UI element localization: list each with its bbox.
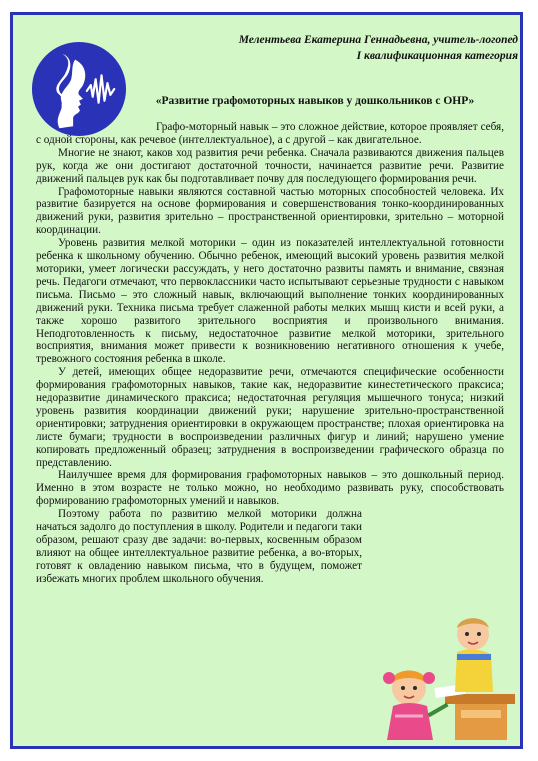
- article-title: «Развитие графомоторных навыков у дошкольников с ОНР»: [155, 95, 475, 107]
- article-body: [36, 121, 504, 586]
- author-info: [178, 32, 518, 64]
- paragraph-7: Поэтому работа по развитию мелкой моторики должна начаться задолго до поступления в школу. Родители и педагоги таки образом, решают сразу две задачи: во-первых, косвенным образом влияют на общее интеллектуальное развитие ребенка, а во-вторых, готовят к овладению навыком письма, что в будущем, поможет избежать многих проблем школьного обучения.: [36, 508, 362, 585]
- paragraph-6: Наилучшее время для формирования графомоторных навыков – это дошкольный период. Именно в этом возрасте не только можно, но необходимо развивать руку, способствовать формированию графомоторных умений и навыков.: [36, 469, 504, 508]
- paragraph-4: Уровень развития мелкой моторики – один из показателей интеллектуальной готовности ребенка к школьному обучению. Обычно ребенок, имеющий высокий уровень развития мелкой моторики, умеет логически рассуждать, у него достаточно развиты память и внимание, связная речь. Педагоги отмечают, что первоклассники часто испытывают серьезные трудности с навыком письма. Письмо – это сложный навык, включающий выполнение тонких координированных движений руки. Техника письма требует слаженной работы мелких мышц кисти и всей руки, а также хорошо развитого зрительного восприятия и произвольного внимания. Неподготовленность к письму, недостаточное развитие мелкой моторики, зрительного восприятия, внимания может привести к возникновению негативного отношения к учебе, тревожного состояния ребенка в школе.: [36, 237, 504, 366]
- children-drawing-illustration-icon: [375, 612, 520, 742]
- paragraph-3: Графомоторные навыки являются составной частью моторных способностей человека. Их развитие базируется на основе формирования и совершенствования тонко-координированных движений руки, развития зрительно – пространственной ориентировки, зрительно – моторной координации.: [36, 185, 504, 237]
- paragraph-5: У детей, имеющих общее недоразвитие речи, отмечаются специфические особенности формирования графомоторных навыков, такие как, недоразвитие кинестетического праксиса; недоразвитие динамического праксиса; недостаточная регуляция мышечного тонуса; низкий уровень развития координации движений руки; нарушение зрительно-пространственной ориентировки; затруднения ориентировки в окружающем пространстве; плохая ориентировка на листе бумаги; трудности в воспроизведении различных фигур и линий; нарушено умение копировать предложенный образец; затруднения в воспроизведении графического образца по представлению.: [36, 366, 504, 469]
- paragraph-1: Графо-моторный навык – это сложное действие, которое проявляет себя, с одной стороны, как речевое (интеллектуальное), а с другой – как двигательное.: [36, 121, 504, 146]
- author-category: I квалификационная категория: [356, 50, 518, 62]
- paragraph-2: Многие не знают, каков ход развития речи ребенка. Сначала развиваются движения пальцев рук, когда же они достигают достаточной точности, начинается развитие речи. Развитие движений пальцев рук как бы подготавливает почву для последующего формирования речи.: [36, 146, 504, 185]
- author-name: Мелентьева Екатерина Геннадьевна, учитель-логопед: [238, 34, 518, 46]
